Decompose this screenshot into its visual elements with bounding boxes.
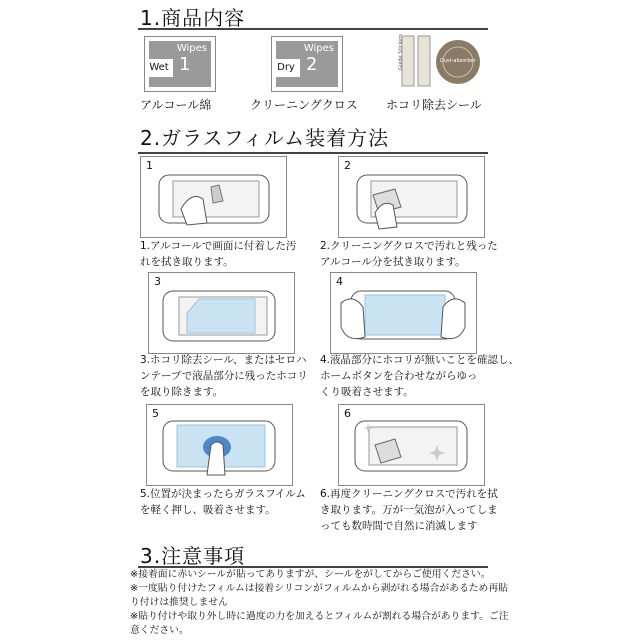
wet-wipes-label: Wipes	[176, 43, 207, 54]
step-6-text	[320, 486, 498, 534]
step-6-figure	[338, 404, 485, 486]
step-3-figure	[148, 272, 295, 354]
dust-caption: ホコリ除去シール	[386, 98, 482, 112]
step-3-text	[140, 352, 308, 400]
step-line: アルコール分を拭き取ります。	[320, 256, 466, 268]
step-number: 1	[146, 159, 153, 172]
step-line: 4.液晶部分にホコリが無いことを確認し、	[320, 354, 520, 366]
step-number: 6	[344, 407, 351, 420]
step-line: ンテープで液晶部分に残ったホコリ	[140, 370, 308, 382]
step-number: 5	[152, 407, 159, 420]
step-line: を軽く押し、吸着させます。	[140, 504, 276, 516]
step-line: ホームボタンを合わせながらゆっ	[320, 370, 478, 382]
step-line: を取り除きます。	[140, 386, 224, 398]
caution-title: 3.注意事項	[140, 544, 246, 568]
wet-wipes-package	[144, 36, 216, 92]
note-line: 意ください。	[130, 625, 189, 636]
step-line: 5.位置が決まったらガラスフイルム	[140, 488, 306, 500]
dry-number: 2	[306, 54, 318, 75]
contents-title: 1.商品内容	[140, 6, 246, 30]
step-line: くり吸着させます。	[320, 386, 414, 398]
note-line: ※一度貼り付けたフィルムは接着シリコンがフィルムから剥がれる場合があるため再貼	[130, 583, 508, 594]
dry-caption: クリーニングクロス	[250, 98, 358, 112]
method-title: 2.ガラスフィルム装着方法	[140, 126, 390, 150]
dust-absorber-text: Dust-absorber	[440, 58, 476, 64]
step-line: 3.ホコリ除去シール、またはセロハ	[140, 354, 307, 366]
divider	[138, 28, 488, 30]
step-line: き取ります。万が一気泡が入ってしま	[320, 504, 498, 516]
note-line: り付けは推奨しません	[130, 597, 228, 608]
dry-wipes-package	[271, 36, 343, 92]
note-line: ※接着面に赤いシールが貼ってありますが、シールをがしてからご使用ください。	[130, 569, 491, 580]
step-line: れを拭き取ります。	[140, 256, 234, 268]
step-1-text	[140, 238, 296, 270]
step-2-figure	[338, 156, 485, 238]
dry-wipes-label: Wipes	[303, 43, 334, 54]
wet-caption: アルコール綿	[140, 98, 212, 112]
step-line: 6.再度クリーニングクロスで汚れを拭	[320, 488, 498, 500]
step-number: 2	[344, 159, 351, 172]
step-4-figure	[330, 272, 477, 354]
wet-number: 1	[179, 54, 191, 75]
divider	[138, 152, 488, 154]
step-line: 2.クリーニングクロスで汚れと残った	[320, 240, 498, 252]
step-line: っても数時間で自然に消滅します	[320, 520, 478, 532]
dry-tag: Dry	[272, 59, 300, 77]
step-2-text	[320, 238, 498, 270]
step-line: 1.アルコールで画面に付着した汚	[140, 240, 297, 252]
step-1-figure	[140, 156, 287, 238]
step-5-text	[140, 486, 306, 518]
guide-sticker-text: Guide Stickers	[398, 34, 404, 70]
step-5-figure	[146, 404, 293, 486]
note-line: ※貼り付けや取り外し時に過度の力を加えるとフィルムが割れる場合があります。ご注	[130, 611, 509, 622]
step-number: 4	[336, 275, 343, 288]
step-4-text	[320, 352, 519, 400]
wet-tag: Wet	[145, 59, 173, 77]
step-number: 3	[154, 275, 161, 288]
